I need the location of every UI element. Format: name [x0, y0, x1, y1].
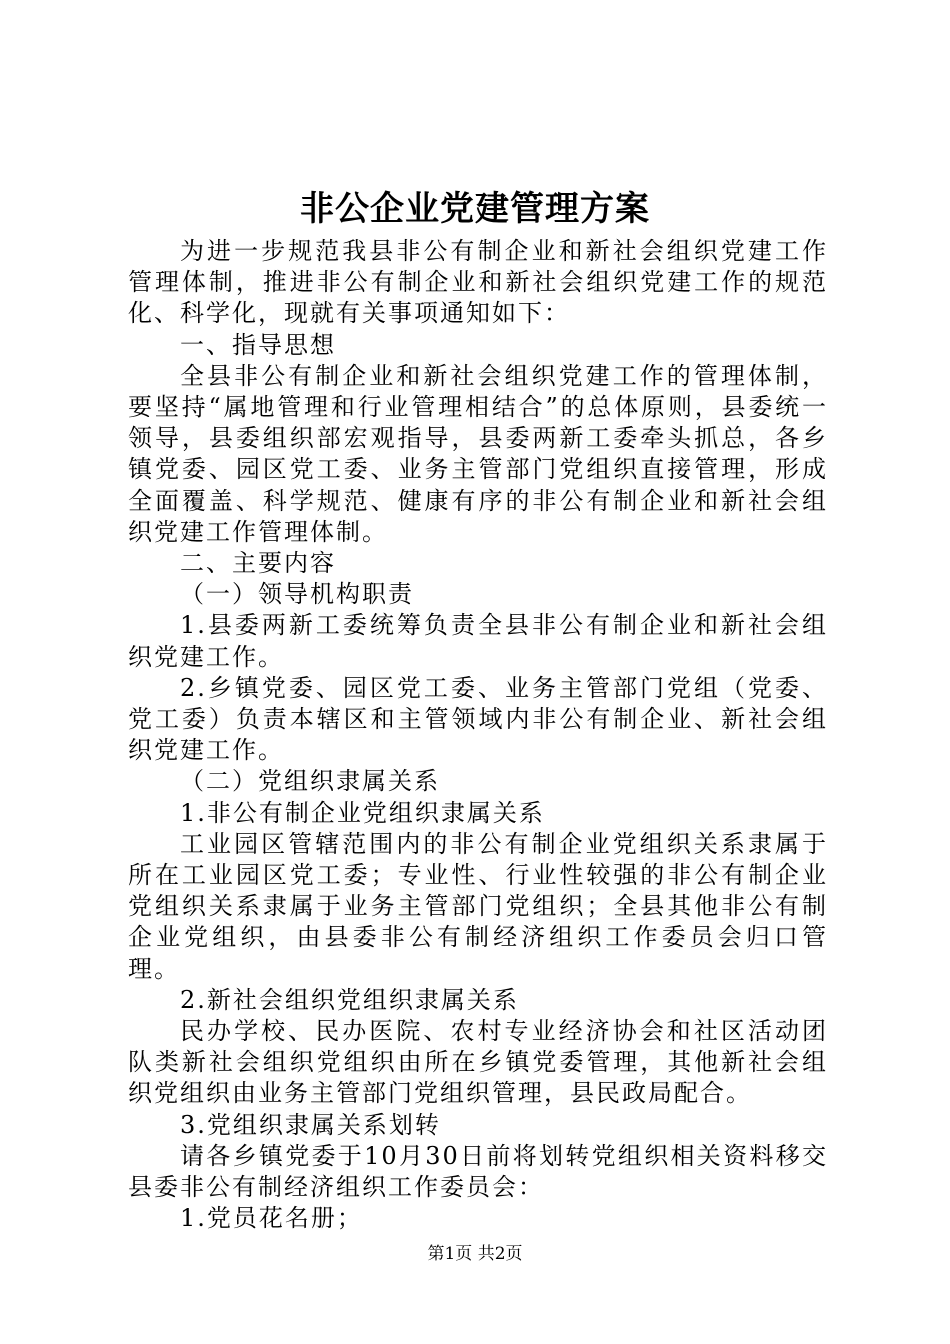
- list-item: 1.县委两新工委统筹负责全县非公有制企业和新社会组织党建工作。: [128, 611, 828, 671]
- subsection-heading-affiliation: （二）党组织隶属关系: [180, 767, 440, 796]
- list-item: 1.党员花名册；: [180, 1204, 363, 1233]
- document-body: [128, 236, 828, 1235]
- enterprise-affiliation-paragraph: 工业园区管辖范围内的非公有制企业党组织关系隶属于所在工业园区党工委；专业性、行业性较强的非公有制企业党组织关系隶属于业务主管部门党组织；全县其他非公有制企业党组织，由县委非公有制经济组织工作委员会归口管理。: [128, 829, 828, 983]
- affiliation-transfer-paragraph: 请各乡镇党委于10月30日前将划转党组织相关资料移交县委非公有制经济组织工作委员会：: [128, 1141, 828, 1202]
- intro-paragraph: 为进一步规范我县非公有制企业和新社会组织党建工作管理体制，推进非公有制企业和新社会组织党建工作的规范化、科学化，现就有关事项通知如下：: [128, 237, 828, 328]
- section-heading-main-content: 二、主要内容: [180, 549, 336, 578]
- item-heading-enterprise-affiliation: 1.非公有制企业党组织隶属关系: [180, 798, 545, 827]
- guiding-ideology-paragraph: 全县非公有制企业和新社会组织党建工作的管理体制，要坚持“属地管理和行业管理相结合”的总体原则，县委统一领导，县委组织部宏观指导，县委两新工委牵头抓总，各乡镇党委、园区党工委、业务主管部门党组织直接管理，形成全面覆盖、科学规范、健康有序的非公有制企业和新社会组织党建工作管理体制。: [128, 361, 828, 546]
- item-heading-social-org-affiliation: 2.新社会组织党组织隶属关系: [180, 985, 519, 1014]
- page-title: 非公企业党建管理方案: [300, 189, 650, 229]
- list-item: 2.乡镇党委、园区党工委、业务主管部门党组（党委、党工委）负责本辖区和主管领域内非公有制企业、新社会组织党建工作。: [128, 673, 828, 765]
- page-footer: 第1页 共2页: [427, 1244, 523, 1264]
- section-heading-guiding-ideology: 一、指导思想: [180, 330, 336, 359]
- social-org-affiliation-paragraph: 民办学校、民办医院、农村专业经济协会和社区活动团队类新社会组织党组织由所在乡镇党委管理，其他新社会组织党组织由业务主管部门党组织管理，县民政局配合。: [128, 1017, 828, 1108]
- item-heading-affiliation-transfer: 3.党组织隶属关系划转: [180, 1110, 441, 1139]
- subsection-heading-leadership-duties: （一）领导机构职责: [180, 580, 414, 609]
